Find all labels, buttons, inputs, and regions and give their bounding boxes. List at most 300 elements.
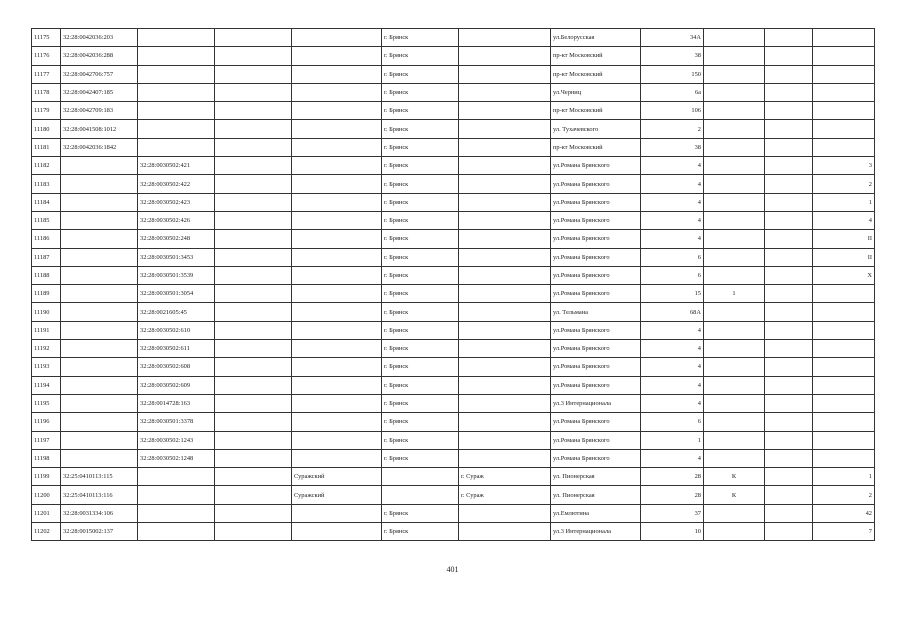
cadastral-number-cell: 32:25:0410113:115 (61, 468, 138, 486)
blank-cell (215, 340, 292, 358)
row-number-cell: 11186 (32, 230, 61, 248)
apartment-cell (813, 102, 875, 120)
district-cell (292, 340, 382, 358)
cadastral-number-cell: 32:28:0015002:137 (61, 523, 138, 541)
city-cell: г. Брянск (382, 83, 459, 101)
district-cell (292, 120, 382, 138)
town-cell (459, 211, 551, 229)
blank-cell (765, 193, 813, 211)
apartment-cell (813, 431, 875, 449)
street-cell: ул.Романа Брянского (551, 321, 641, 339)
apartment-cell: II (813, 230, 875, 248)
cadastral-number-alt-cell: 32:28:0030502:608 (138, 358, 215, 376)
district-cell (292, 321, 382, 339)
cadastral-number-cell: 32:28:0042036:203 (61, 29, 138, 47)
cadastral-number-cell: 32:28:0042036:1842 (61, 138, 138, 156)
district-cell (292, 431, 382, 449)
house-number-cell: 106 (641, 102, 704, 120)
cadastral-number-cell (61, 248, 138, 266)
row-number-cell: 11180 (32, 120, 61, 138)
apartment-cell (813, 65, 875, 83)
house-number-cell: 28 (641, 468, 704, 486)
house-number-cell: 68А (641, 303, 704, 321)
district-cell (292, 285, 382, 303)
town-cell (459, 157, 551, 175)
cadastral-number-cell (61, 175, 138, 193)
house-number-cell: 150 (641, 65, 704, 83)
building-cell (704, 248, 765, 266)
blank-cell (765, 376, 813, 394)
cadastral-number-cell: 32:28:0042407:185 (61, 83, 138, 101)
street-cell: ул.Романа Брянского (551, 248, 641, 266)
cadastral-number-alt-cell (138, 47, 215, 65)
blank-cell (765, 102, 813, 120)
street-cell: ул.Романа Брянского (551, 285, 641, 303)
apartment-cell: 2 (813, 175, 875, 193)
cadastral-number-cell (61, 449, 138, 467)
row-number-cell: 11185 (32, 211, 61, 229)
city-cell: г. Брянск (382, 431, 459, 449)
district-cell (292, 523, 382, 541)
district-cell (292, 248, 382, 266)
building-cell (704, 394, 765, 412)
row-number-cell: 11188 (32, 266, 61, 284)
street-cell: пр-кт Московский (551, 47, 641, 65)
row-number-cell: 11202 (32, 523, 61, 541)
row-number-cell: 11183 (32, 175, 61, 193)
district-cell (292, 47, 382, 65)
table-row (32, 340, 875, 358)
cadastral-number-alt-cell: 32:28:0030501:3378 (138, 413, 215, 431)
district-cell (292, 138, 382, 156)
cadastral-number-alt-cell: 32:28:0030502:609 (138, 376, 215, 394)
row-number-cell: 11190 (32, 303, 61, 321)
blank-cell (765, 138, 813, 156)
blank-cell (765, 157, 813, 175)
blank-cell (215, 303, 292, 321)
district-cell (292, 211, 382, 229)
building-cell (704, 193, 765, 211)
row-number-cell: 11189 (32, 285, 61, 303)
building-cell (704, 65, 765, 83)
building-cell (704, 376, 765, 394)
blank-cell (215, 394, 292, 412)
row-number-cell: 11200 (32, 486, 61, 504)
building-cell (704, 413, 765, 431)
row-number-cell: 11197 (32, 431, 61, 449)
town-cell (459, 230, 551, 248)
house-number-cell: 6 (641, 248, 704, 266)
blank-cell (215, 248, 292, 266)
town-cell (459, 285, 551, 303)
blank-cell (215, 523, 292, 541)
row-number-cell: 11195 (32, 394, 61, 412)
cadastral-number-cell (61, 431, 138, 449)
street-cell: ул.3 Интернационала (551, 523, 641, 541)
cadastral-number-cell (61, 303, 138, 321)
apartment-cell (813, 340, 875, 358)
house-number-cell: 4 (641, 157, 704, 175)
row-number-cell: 11176 (32, 47, 61, 65)
building-cell (704, 523, 765, 541)
cadastral-number-alt-cell: 32:28:0030502:611 (138, 340, 215, 358)
table-row (32, 230, 875, 248)
house-number-cell: 4 (641, 230, 704, 248)
row-number-cell: 11192 (32, 340, 61, 358)
street-cell: ул.Романа Брянского (551, 157, 641, 175)
town-cell: г. Сураж (459, 468, 551, 486)
house-number-cell: 4 (641, 340, 704, 358)
apartment-cell (813, 376, 875, 394)
apartment-cell (813, 303, 875, 321)
apartment-cell (813, 321, 875, 339)
blank-cell (765, 431, 813, 449)
row-number-cell: 11184 (32, 193, 61, 211)
blank-cell (765, 340, 813, 358)
building-cell (704, 449, 765, 467)
street-cell: ул.Романа Брянского (551, 413, 641, 431)
apartment-cell: 4 (813, 211, 875, 229)
town-cell (459, 376, 551, 394)
cadastral-number-cell (61, 230, 138, 248)
street-cell: ул.Романа Брянского (551, 230, 641, 248)
table-row (32, 211, 875, 229)
building-cell (704, 340, 765, 358)
blank-cell (765, 266, 813, 284)
row-number-cell: 11191 (32, 321, 61, 339)
cadastral-number-cell: 32:28:0042709:183 (61, 102, 138, 120)
district-cell (292, 303, 382, 321)
blank-cell (765, 65, 813, 83)
table-row (32, 358, 875, 376)
cadastral-number-cell (61, 394, 138, 412)
cadastral-number-alt-cell (138, 523, 215, 541)
building-cell (704, 102, 765, 120)
city-cell: г. Брянск (382, 157, 459, 175)
building-cell (704, 175, 765, 193)
house-number-cell: 4 (641, 449, 704, 467)
blank-cell (215, 376, 292, 394)
table-row (32, 175, 875, 193)
street-cell: ул.Емлютина (551, 504, 641, 522)
house-number-cell: 34А (641, 29, 704, 47)
row-number-cell: 11179 (32, 102, 61, 120)
cadastral-number-cell: 32:28:0042036:288 (61, 47, 138, 65)
apartment-cell (813, 394, 875, 412)
district-cell (292, 358, 382, 376)
blank-cell (765, 285, 813, 303)
cadastral-number-alt-cell: 32:28:0030502:422 (138, 175, 215, 193)
town-cell (459, 29, 551, 47)
town-cell (459, 120, 551, 138)
row-number-cell: 11178 (32, 83, 61, 101)
table-row (32, 65, 875, 83)
district-cell (292, 449, 382, 467)
row-number-cell: 11199 (32, 468, 61, 486)
city-cell: г. Брянск (382, 321, 459, 339)
blank-cell (215, 29, 292, 47)
house-number-cell: 4 (641, 175, 704, 193)
apartment-cell: 2 (813, 486, 875, 504)
district-cell: Суражский (292, 486, 382, 504)
table-row (32, 248, 875, 266)
cadastral-number-cell (61, 266, 138, 284)
table-row (32, 29, 875, 47)
blank-cell (215, 102, 292, 120)
cadastral-number-cell (61, 193, 138, 211)
house-number-cell: 15 (641, 285, 704, 303)
city-cell: г. Брянск (382, 394, 459, 412)
cadastral-number-alt-cell (138, 83, 215, 101)
street-cell: ул.Романа Брянского (551, 376, 641, 394)
city-cell: г. Брянск (382, 120, 459, 138)
city-cell: г. Брянск (382, 449, 459, 467)
town-cell (459, 138, 551, 156)
town-cell (459, 65, 551, 83)
cadastral-number-cell (61, 321, 138, 339)
street-cell: ул. Пионерская (551, 468, 641, 486)
building-cell (704, 266, 765, 284)
town-cell (459, 175, 551, 193)
city-cell: г. Брянск (382, 102, 459, 120)
building-cell (704, 303, 765, 321)
city-cell: г. Брянск (382, 266, 459, 284)
blank-cell (215, 65, 292, 83)
cadastral-number-alt-cell: 32:28:0030502:423 (138, 193, 215, 211)
city-cell: г. Брянск (382, 29, 459, 47)
cadastral-number-alt-cell: 32:28:0030501:3054 (138, 285, 215, 303)
street-cell: пр-кт Московский (551, 138, 641, 156)
city-cell: г. Брянск (382, 285, 459, 303)
apartment-cell (813, 358, 875, 376)
table-row (32, 394, 875, 412)
blank-cell (215, 431, 292, 449)
blank-cell (215, 266, 292, 284)
blank-cell (765, 230, 813, 248)
table-row (32, 47, 875, 65)
apartment-cell (813, 83, 875, 101)
house-number-cell: 4 (641, 376, 704, 394)
district-cell (292, 376, 382, 394)
town-cell (459, 523, 551, 541)
street-cell: пр-кт Московский (551, 102, 641, 120)
apartment-cell: X (813, 266, 875, 284)
city-cell: г. Брянск (382, 340, 459, 358)
city-cell: г. Брянск (382, 358, 459, 376)
apartment-cell (813, 120, 875, 138)
house-number-cell: 4 (641, 358, 704, 376)
row-number-cell: 11198 (32, 449, 61, 467)
house-number-cell: 38 (641, 138, 704, 156)
house-number-cell: 4 (641, 193, 704, 211)
building-cell (704, 157, 765, 175)
building-cell (704, 47, 765, 65)
town-cell (459, 83, 551, 101)
town-cell (459, 102, 551, 120)
blank-cell (215, 468, 292, 486)
city-cell: г. Брянск (382, 413, 459, 431)
house-number-cell: 2 (641, 120, 704, 138)
table-row (32, 193, 875, 211)
town-cell (459, 321, 551, 339)
table-row (32, 486, 875, 504)
house-number-cell: 6 (641, 266, 704, 284)
blank-cell (215, 193, 292, 211)
apartment-cell (813, 285, 875, 303)
street-cell: ул. Пионерская (551, 486, 641, 504)
blank-cell (765, 394, 813, 412)
blank-cell (215, 230, 292, 248)
apartment-cell: 3 (813, 157, 875, 175)
blank-cell (765, 523, 813, 541)
district-cell (292, 83, 382, 101)
city-cell (382, 486, 459, 504)
street-cell: ул. Тельмана (551, 303, 641, 321)
district-cell (292, 266, 382, 284)
city-cell: г. Брянск (382, 175, 459, 193)
table-row (32, 138, 875, 156)
apartment-cell: 7 (813, 523, 875, 541)
street-cell: ул.Романа Брянского (551, 266, 641, 284)
cadastral-number-cell: 32:25:0410113:116 (61, 486, 138, 504)
blank-cell (215, 285, 292, 303)
house-number-cell: 28 (641, 486, 704, 504)
district-cell (292, 230, 382, 248)
blank-cell (215, 321, 292, 339)
apartment-cell: II (813, 248, 875, 266)
blank-cell (765, 321, 813, 339)
blank-cell (215, 358, 292, 376)
blank-cell (765, 120, 813, 138)
district-cell (292, 65, 382, 83)
row-number-cell: 11201 (32, 504, 61, 522)
table-row (32, 102, 875, 120)
city-cell: г. Брянск (382, 523, 459, 541)
cadastral-number-alt-cell: 32:28:0030501:3539 (138, 266, 215, 284)
apartment-cell (813, 29, 875, 47)
town-cell (459, 47, 551, 65)
cadastral-number-alt-cell: 32:28:0030502:248 (138, 230, 215, 248)
district-cell (292, 504, 382, 522)
cadastral-number-alt-cell: 32:28:0014728:163 (138, 394, 215, 412)
district-cell (292, 193, 382, 211)
district-cell (292, 413, 382, 431)
page-number: 401 (446, 565, 459, 574)
records-table (31, 28, 875, 541)
table-row (32, 468, 875, 486)
cadastral-number-alt-cell (138, 468, 215, 486)
street-cell: ул.3 Интернационала (551, 394, 641, 412)
blank-cell (765, 358, 813, 376)
cadastral-number-alt-cell (138, 138, 215, 156)
blank-cell (765, 468, 813, 486)
city-cell: г. Брянск (382, 504, 459, 522)
street-cell: ул.Романа Брянского (551, 211, 641, 229)
building-cell (704, 321, 765, 339)
street-cell: ул.Романа Брянского (551, 193, 641, 211)
cadastral-number-alt-cell: 32:28:0021605:45 (138, 303, 215, 321)
blank-cell (765, 504, 813, 522)
house-number-cell: 6 (641, 413, 704, 431)
cadastral-number-alt-cell: 32:28:0030502:610 (138, 321, 215, 339)
street-cell: ул.Романа Брянского (551, 358, 641, 376)
table-row (32, 303, 875, 321)
city-cell: г. Брянск (382, 248, 459, 266)
city-cell: г. Брянск (382, 193, 459, 211)
street-cell: ул. Тухачевского (551, 120, 641, 138)
town-cell (459, 248, 551, 266)
city-cell: г. Брянск (382, 47, 459, 65)
building-cell: К (704, 468, 765, 486)
cadastral-number-alt-cell: 32:28:0030502:1243 (138, 431, 215, 449)
blank-cell (765, 83, 813, 101)
house-number-cell: 6а (641, 83, 704, 101)
building-cell (704, 358, 765, 376)
town-cell (459, 358, 551, 376)
row-number-cell: 11193 (32, 358, 61, 376)
table-row (32, 321, 875, 339)
town-cell (459, 504, 551, 522)
table-row (32, 523, 875, 541)
city-cell: г. Брянск (382, 303, 459, 321)
cadastral-number-alt-cell (138, 504, 215, 522)
building-cell (704, 138, 765, 156)
cadastral-number-cell (61, 157, 138, 175)
town-cell (459, 266, 551, 284)
cadastral-number-alt-cell: 32:28:0030502:1248 (138, 449, 215, 467)
building-cell: 1 (704, 285, 765, 303)
blank-cell (765, 175, 813, 193)
cadastral-number-cell: 32:28:0042706:757 (61, 65, 138, 83)
street-cell: ул.Белорусская (551, 29, 641, 47)
building-cell (704, 120, 765, 138)
town-cell (459, 193, 551, 211)
street-cell: ул.Романа Брянского (551, 340, 641, 358)
district-cell (292, 29, 382, 47)
table-row (32, 157, 875, 175)
table-row (32, 431, 875, 449)
street-cell: ул.Романа Брянского (551, 431, 641, 449)
district-cell (292, 102, 382, 120)
street-cell: ул.Романа Брянского (551, 449, 641, 467)
blank-cell (215, 83, 292, 101)
house-number-cell: 1 (641, 431, 704, 449)
house-number-cell: 37 (641, 504, 704, 522)
table-row (32, 504, 875, 522)
building-cell (704, 230, 765, 248)
house-number-cell: 38 (641, 47, 704, 65)
apartment-cell: 42 (813, 504, 875, 522)
blank-cell (765, 413, 813, 431)
apartment-cell (813, 47, 875, 65)
town-cell (459, 449, 551, 467)
table-row (32, 266, 875, 284)
street-cell: пр-кт Московский (551, 65, 641, 83)
blank-cell (765, 303, 813, 321)
records-table-body (32, 29, 875, 541)
blank-cell (765, 47, 813, 65)
blank-cell (215, 413, 292, 431)
building-cell (704, 211, 765, 229)
city-cell (382, 468, 459, 486)
district-cell (292, 175, 382, 193)
town-cell (459, 303, 551, 321)
house-number-cell: 4 (641, 321, 704, 339)
cadastral-number-alt-cell (138, 65, 215, 83)
blank-cell (215, 138, 292, 156)
cadastral-number-alt-cell: 32:28:0030502:426 (138, 211, 215, 229)
blank-cell (215, 211, 292, 229)
